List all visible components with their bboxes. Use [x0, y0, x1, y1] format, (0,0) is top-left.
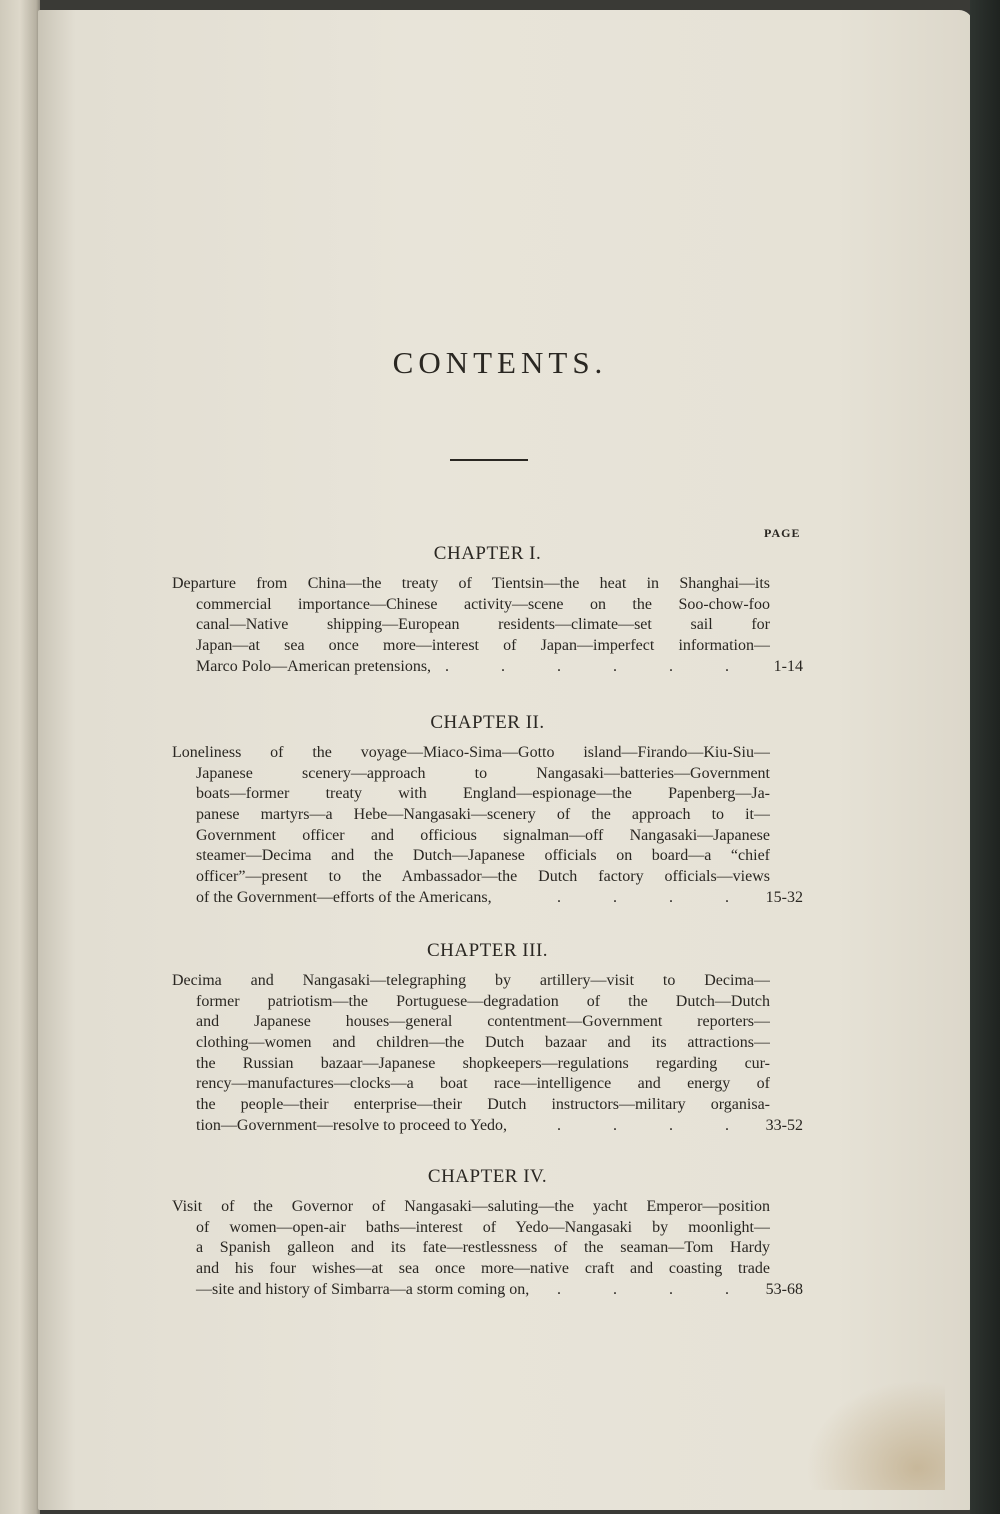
chapter-summary-line: commercial importance—Chinese activity—scene on the Soo-chow-foo: [196, 595, 770, 613]
page-title: CONTENTS.: [392, 345, 608, 380]
chapter-entry: [172, 1166, 803, 1300]
chapter-summary-line: clothing—women and children—the Dutch bazaar and its attractions—: [196, 1034, 770, 1052]
chapter-summary-line: Government officer and officious signalman—off Nangasaki—Japanese: [196, 826, 770, 844]
chapter-summary-line: of women—open-air baths—interest of Yedo—Nangasaki by moonlight—: [196, 1218, 770, 1236]
chapter-summary-line: panese martyrs—a Hebe—Nangasaki—scenery of the approach to it—: [196, 806, 770, 824]
leader-dots: . . . . . .: [445, 657, 753, 675]
chapter-summary-line: Decima and Nangasaki—telegraphing by artillery—visit to Decima—: [172, 972, 770, 989]
chapter-summary-line: Japanese scenery—approach to Nangasaki—batteries—Government: [196, 764, 770, 782]
chapter-entry: [172, 543, 803, 677]
page-range: 15-32: [765, 888, 803, 906]
leader-dots: . . . . .: [501, 1280, 753, 1298]
chapter-heading: CHAPTER I.: [433, 543, 542, 564]
chapter-summary-line: rency—manufactures—clocks—a boat race—intelligence and energy of: [196, 1075, 770, 1093]
page-range: 1-14: [773, 657, 803, 675]
leader-dots: . . . .: [557, 888, 753, 906]
chapter-summary-line: and his four wishes—at sea once more—native craft and coasting trade: [196, 1260, 770, 1278]
page-range: 33-52: [765, 1116, 803, 1134]
chapter-summary-line: steamer—Decima and the Dutch—Japanese officials on board—a “chief: [196, 847, 770, 865]
title-rule: [450, 459, 528, 461]
chapter-heading: CHAPTER IV.: [427, 1166, 548, 1187]
book-cover-edge: [970, 0, 1000, 1514]
chapter-summary-line: boats—former treaty with England—espionage—the Papenberg—Ja-: [196, 785, 770, 803]
chapter-summary-text: tion—Government—resolve to proceed to Yedo,: [196, 1116, 508, 1134]
chapter-summary-text: Marco Polo—American pretensions,: [196, 657, 432, 675]
chapter-summary-last-line: [196, 1116, 803, 1137]
chapter-summary-line: a Spanish galleon and its fate—restlessness of the seaman—Tom Hardy: [196, 1239, 770, 1257]
facing-page-edge: [0, 0, 40, 1514]
page-stain: [805, 1380, 945, 1490]
chapter-summary-last-line: [196, 657, 803, 678]
chapter-summary-last-line: [196, 1280, 803, 1301]
chapter-summary-line: canal—Native shipping—European residents—climate—set sail for: [196, 616, 770, 634]
chapter-summary-text: of the Government—efforts of the Americans,: [196, 888, 492, 906]
page-column-label: PAGE: [764, 526, 801, 540]
chapter-summary-last-line: [196, 888, 803, 909]
chapter-entry: [172, 712, 803, 909]
chapter-summary-line: Visit of the Governor of Nangasaki—saluting—the yacht Emperor—position: [172, 1198, 770, 1215]
chapter-heading: CHAPTER III.: [426, 940, 549, 961]
chapter-summary-line: the Russian bazaar—Japanese shopkeepers—regulations regarding cur-: [196, 1054, 770, 1072]
chapter-summary-text: —site and history of Simbarra—a storm coming on,: [196, 1280, 530, 1298]
chapter-summary-line: and Japanese houses—general contentment—Government reporters—: [196, 1013, 770, 1031]
leader-dots: . . . .: [557, 1116, 753, 1134]
chapter-summary-line: officer”—present to the Ambassador—the Dutch factory officials—views: [196, 868, 770, 886]
page-range: 53-68: [765, 1280, 803, 1298]
chapter-summary-line: former patriotism—the Portuguese—degradation of the Dutch—Dutch: [196, 992, 770, 1010]
chapter-heading: CHAPTER II.: [430, 712, 545, 733]
chapter-entry: [172, 940, 803, 1137]
chapter-summary-line: Loneliness of the voyage—Miaco-Sima—Gotto island—Firando—Kiu-Siu—: [172, 744, 770, 761]
chapter-summary-line: Japan—at sea once more—interest of Japan—imperfect information—: [196, 637, 770, 655]
chapter-summary-line: Departure from China—the treaty of Tientsin—the heat in Shanghai—its: [172, 575, 770, 592]
chapter-summary-line: the people—their enterprise—their Dutch instructors—military organisa-: [196, 1096, 770, 1114]
